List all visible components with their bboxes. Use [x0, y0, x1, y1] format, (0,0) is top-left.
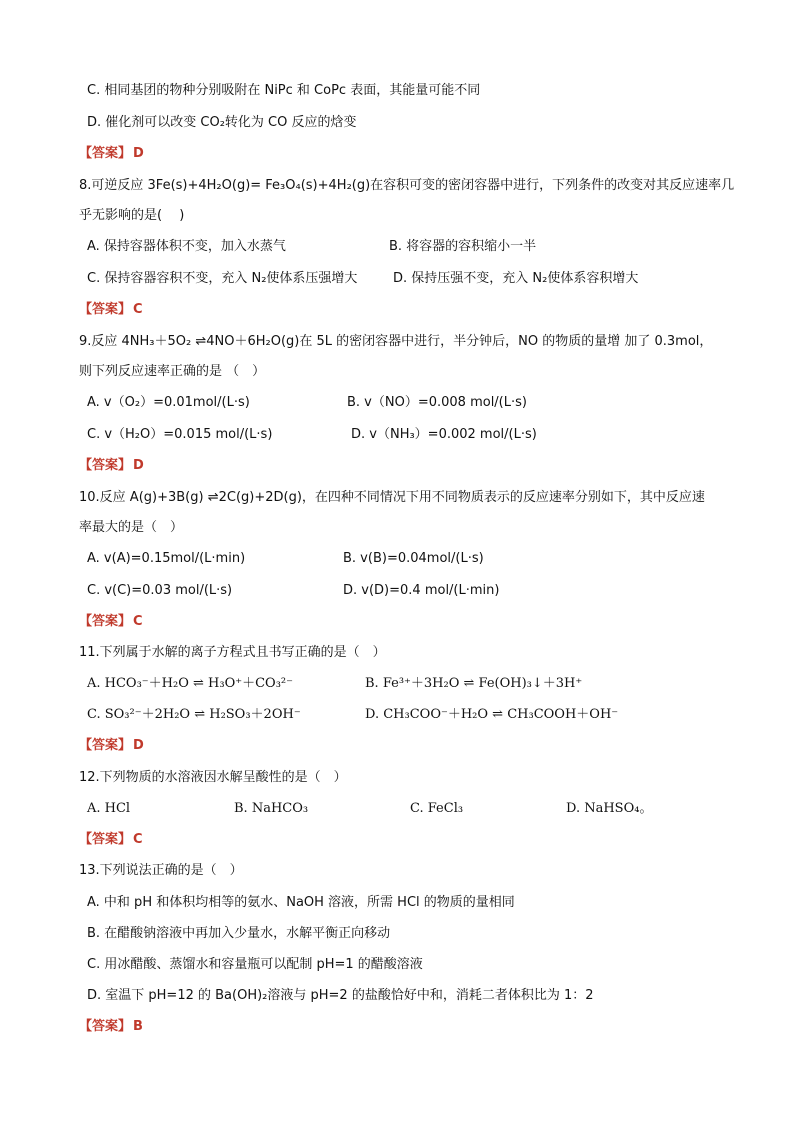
q13-option-d: D. 室温下 pH=12 的 Ba(OH)₂溶液与 pH=2 的盐酸恰好中和，消耗二者体积比为 1：2 — [87, 988, 594, 1003]
q9-option-d: D. v（NH₃）=0.002 mol/(L·s) — [351, 427, 537, 442]
q12-stem: 12.下列物质的水溶液因水解呈酸性的是（ ） — [79, 770, 347, 785]
answer-key-label: 【答案】 — [79, 832, 132, 847]
q9-answer — [79, 456, 144, 476]
q8-answer — [79, 300, 143, 320]
q13-option-a: A. 中和 pH 和体积均相等的氨水、NaOH 溶液，所需 HCl 的物质的量相同 — [87, 895, 515, 910]
answer-value: C — [133, 302, 143, 317]
answer-key-label: 【答案】 — [79, 146, 132, 161]
answer-value: B — [133, 1019, 143, 1034]
q11-option-b: B. Fe³⁺＋3H₂O ⇌ Fe(OH)₃↓＋3H⁺ — [365, 676, 583, 691]
q10-option-c: C. v(C)=0.03 mol/(L·s) — [87, 583, 233, 598]
q9-option-c: C. v（H₂O）=0.015 mol/(L·s) — [87, 427, 273, 442]
answer-value: C — [133, 832, 143, 847]
q8-stem-line1: 8.可逆反应 3Fe(s)+4H₂O(g)= Fe₃O₄(s)+4H₂(g)在容积可变的密闭容器中进行，下列条件的改变对其反应速率几 — [79, 178, 735, 193]
q10-option-b: B. v(B)=0.04mol/(L·s) — [343, 551, 484, 566]
answer-key-label: 【答案】 — [79, 738, 132, 753]
q10-option-d: D. v(D)=0.4 mol/(L·min) — [343, 583, 500, 598]
q10-answer — [79, 612, 143, 632]
answer-value: D — [133, 458, 144, 473]
q11-option-a: A. HCO₃⁻＋H₂O ⇌ H₃O⁺＋CO₃²⁻ — [87, 676, 293, 691]
q8-option-d: D. 保持压强不变，充入 N₂使体系容积增大 — [393, 271, 639, 286]
answer-value: D — [133, 738, 144, 753]
q9-stem-line2: 则下列反应速率正确的是 （ ） — [79, 364, 266, 379]
q8-option-b: B. 将容器的容积缩小一半 — [389, 239, 537, 254]
q11-option-d: D. CH₃COO⁻＋H₂O ⇌ CH₃COOH＋OH⁻ — [365, 707, 619, 722]
answer-key-label: 【答案】 — [79, 458, 132, 473]
q7-option-d: D. 催化剂可以改变 CO₂转化为 CO 反应的焓变 — [87, 115, 357, 130]
q10-stem-line1: 10.反应 A(g)+3B(g) ⇌2C(g)+2D(g)，在四种不同情况下用不同物质表示的反应速率分别如下，其中反应速 — [79, 490, 705, 505]
q13-option-b: B. 在醋酸钠溶液中再加入少量水，水解平衡正向移动 — [87, 926, 391, 941]
q12-answer — [79, 830, 143, 850]
q10-option-a: A. v(A)=0.15mol/(L·min) — [87, 551, 246, 566]
q13-answer — [79, 1017, 143, 1037]
q8-option-a: A. 保持容器体积不变，加入水蒸气 — [87, 239, 286, 254]
q12-option-c: C. FeCl₃ — [410, 801, 464, 816]
q9-option-b: B. v（NO）=0.008 mol/(L·s) — [347, 395, 527, 410]
answer-key-label: 【答案】 — [79, 1019, 132, 1034]
q8-option-c: C. 保持容器容积不变，充入 N₂使体系压强增大 — [87, 271, 358, 286]
answer-value: C — [133, 614, 143, 629]
q7-answer — [79, 144, 144, 164]
q9-stem-line1: 9.反应 4NH₃＋5O₂ ⇌4NO＋6H₂O(g)在 5L 的密闭容器中进行，半分钟后，NO 的物质的量增 加了 0.3mol， — [79, 334, 713, 349]
q12-option-d: D. NaHSO₄。 — [566, 801, 653, 816]
q9-option-a: A. v（O₂）=0.01mol/(L·s) — [87, 395, 250, 410]
q11-option-c: C. SO₃²⁻＋2H₂O ⇌ H₂SO₃＋2OH⁻ — [87, 707, 301, 722]
q8-stem-line2: 乎无影响的是( ) — [79, 208, 185, 223]
q11-answer — [79, 736, 144, 756]
q13-stem: 13.下列说法正确的是（ ） — [79, 863, 243, 878]
answer-key-label: 【答案】 — [79, 302, 132, 317]
q13-option-c: C. 用冰醋酸、蒸馏水和容量瓶可以配制 pH=1 的醋酸溶液 — [87, 957, 423, 972]
q12-option-b: B. NaHCO₃ — [234, 801, 309, 816]
q7-option-c: C. 相同基团的物种分别吸附在 NiPc 和 CoPc 表面，其能量可能不同 — [87, 83, 481, 98]
q11-stem: 11.下列属于水解的离子方程式且书写正确的是（ ） — [79, 645, 386, 660]
q12-option-a: A. HCl — [87, 801, 131, 816]
answer-key-label: 【答案】 — [79, 614, 132, 629]
q10-stem-line2: 率最大的是（ ） — [79, 520, 184, 535]
answer-value: D — [133, 146, 144, 161]
